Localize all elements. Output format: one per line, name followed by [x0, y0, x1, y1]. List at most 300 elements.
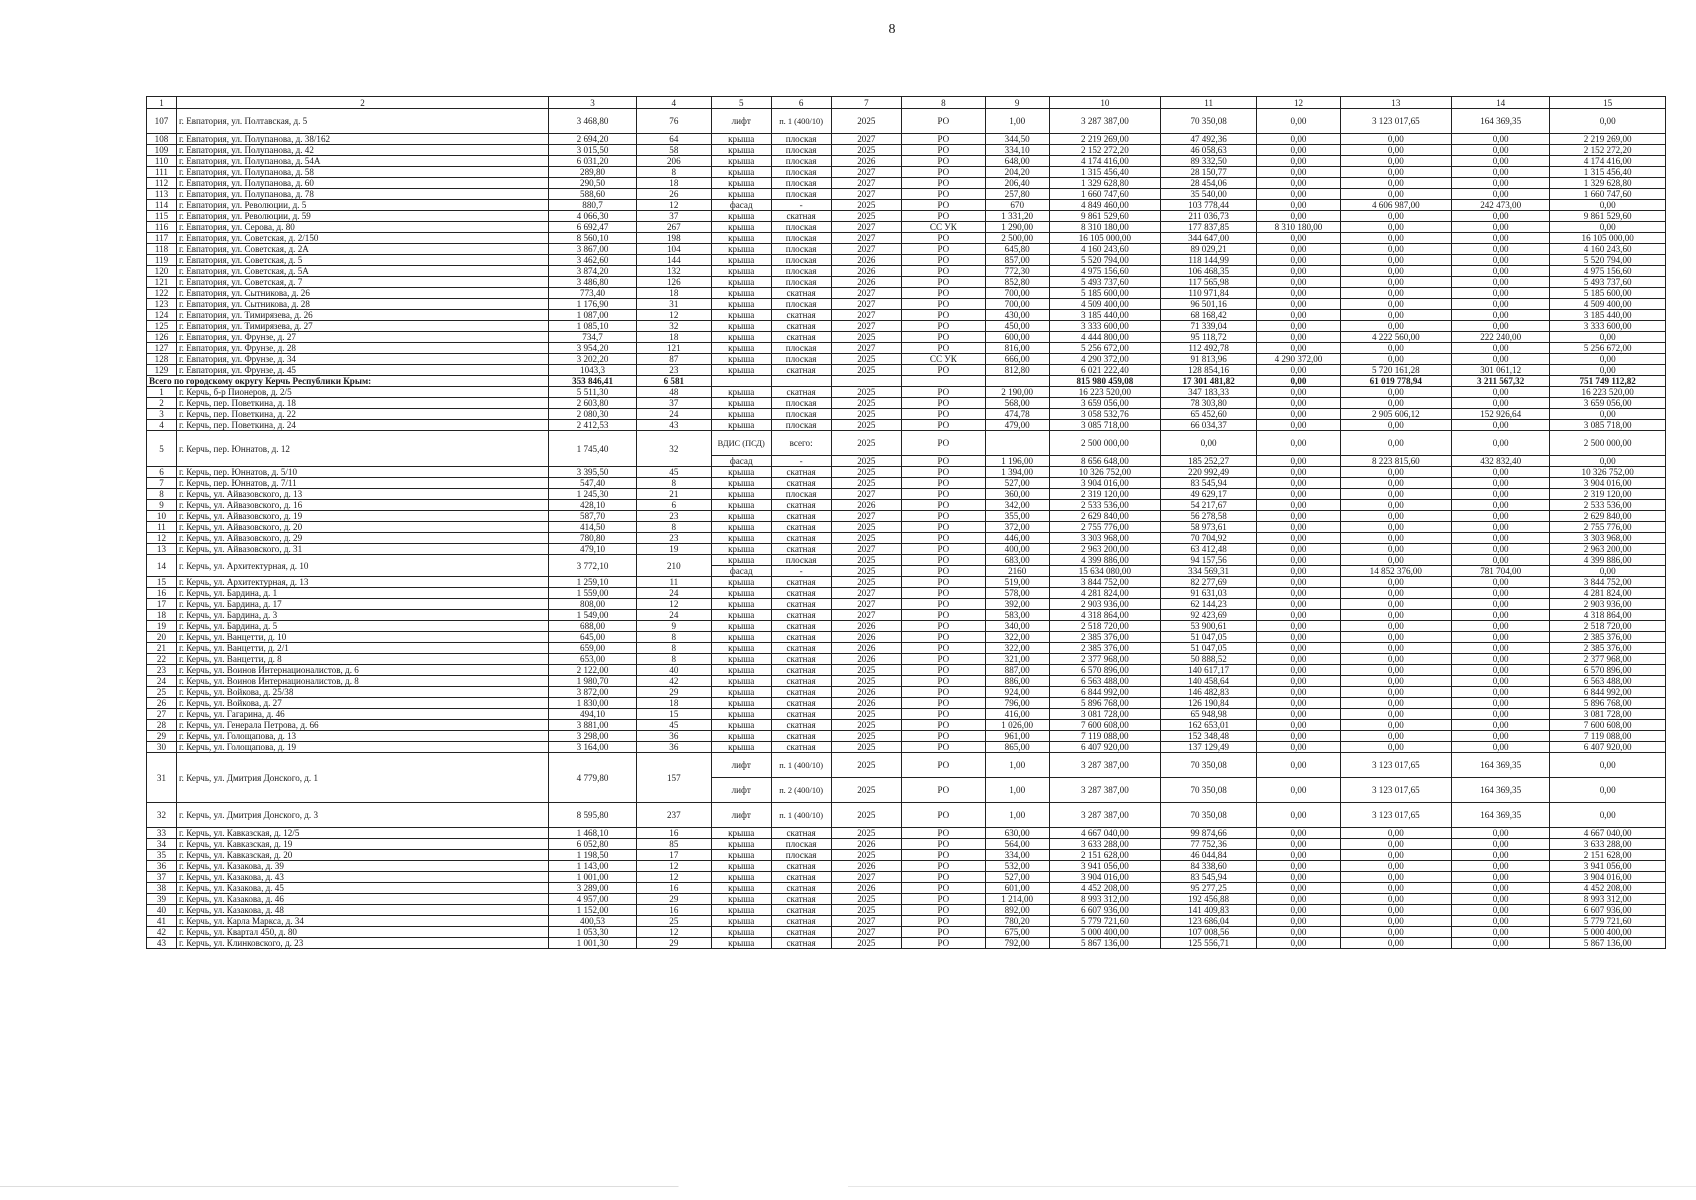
table-cell: скатная: [771, 533, 831, 544]
table-cell: 0,00: [1340, 839, 1451, 850]
table-cell: 0,00: [1451, 489, 1549, 500]
table-cell: плоская: [771, 189, 831, 200]
table-row: [147, 720, 1666, 731]
table-cell: -: [771, 200, 831, 211]
table-cell: РО: [902, 753, 985, 778]
table-cell: 0,00: [1257, 709, 1340, 720]
table-cell: 0,00: [1257, 178, 1340, 189]
table-row: [147, 233, 1666, 244]
table-cell: 815 980 459,08: [1049, 376, 1160, 387]
table-cell: 0,00: [1257, 654, 1340, 665]
table-cell: 670: [985, 200, 1049, 211]
table-row: [147, 266, 1666, 277]
table-cell: крыша: [711, 299, 771, 310]
table-cell: крыша: [711, 288, 771, 299]
table-cell: 121: [147, 277, 177, 288]
table-cell: 45: [636, 467, 711, 478]
table-cell: крыша: [711, 905, 771, 916]
table-cell: 82 277,69: [1161, 577, 1257, 588]
table-cell: крыша: [711, 266, 771, 277]
table-cell: 0,00: [1340, 420, 1451, 431]
table-cell: 0,00: [1257, 566, 1340, 577]
table-cell: г. Евпатория, ул. Сытникова, д. 26: [176, 288, 548, 299]
table-cell: плоская: [771, 420, 831, 431]
table-cell: 1 026,00: [985, 720, 1049, 731]
table-cell: 3 081 728,00: [1049, 709, 1160, 720]
table-cell: 3 287 387,00: [1049, 778, 1160, 803]
table-cell: 0,00: [1257, 778, 1340, 803]
table-cell: г. Евпатория, ул. Советская, д. 5А: [176, 266, 548, 277]
table-cell: 0,00: [1257, 255, 1340, 266]
table-cell: 2025: [831, 742, 902, 753]
table-cell: 0,00: [1550, 456, 1666, 467]
table-cell: 0,00: [1257, 167, 1340, 178]
table-cell: скатная: [771, 687, 831, 698]
table-cell: г. Керчь, ул. Бардина, д. 5: [176, 621, 548, 632]
table-cell: 70 350,08: [1161, 109, 1257, 134]
table-cell: 2027: [831, 233, 902, 244]
table-cell: крыша: [711, 277, 771, 288]
table-cell: 4 667 040,00: [1049, 828, 1160, 839]
table-cell: 630,00: [985, 828, 1049, 839]
table-cell: 4 975 156,60: [1049, 266, 1160, 277]
table-cell: 0,00: [1257, 277, 1340, 288]
table-cell: 4 975 156,60: [1550, 266, 1666, 277]
table-cell: 11: [147, 522, 177, 533]
table-cell: скатная: [771, 522, 831, 533]
table-cell: 0,00: [1257, 803, 1340, 828]
table-cell: 1 549,00: [549, 610, 637, 621]
table-cell: 87: [636, 354, 711, 365]
table-cell: 49 629,17: [1161, 489, 1257, 500]
table-cell: 0,00: [1340, 321, 1451, 332]
table-cell: 3: [147, 409, 177, 420]
table-row: [147, 500, 1666, 511]
table-cell: крыша: [711, 588, 771, 599]
table-cell: 9: [636, 621, 711, 632]
table-cell: РО: [902, 916, 985, 927]
table-cell: 2025: [831, 211, 902, 222]
table-cell: г. Керчь, ул. Гагарина, д. 46: [176, 709, 548, 720]
table-cell: 0,00: [1257, 544, 1340, 555]
table-cell: 96 501,16: [1161, 299, 1257, 310]
table-cell: крыша: [711, 577, 771, 588]
table-cell: 3 772,10: [549, 555, 637, 577]
table-cell: 816,00: [985, 343, 1049, 354]
table-cell: 5: [147, 431, 177, 467]
table-cell: крыша: [711, 610, 771, 621]
table-cell: 3 123 017,65: [1340, 778, 1451, 803]
table-cell: скатная: [771, 577, 831, 588]
table-cell: скатная: [771, 511, 831, 522]
table-cell: 47 492,36: [1161, 134, 1257, 145]
table-cell: 6 563 488,00: [1550, 676, 1666, 687]
table-cell: крыша: [711, 167, 771, 178]
table-cell: 6 563 488,00: [1049, 676, 1160, 687]
column-number-row: [147, 97, 1666, 109]
table-cell: 3 468,80: [549, 109, 637, 134]
table-cell: 0,00: [1550, 365, 1666, 376]
table-row: [147, 409, 1666, 420]
table-cell: 0,00: [1340, 894, 1451, 905]
table-cell: РО: [902, 731, 985, 742]
table-cell: 2025: [831, 731, 902, 742]
table-cell: 0,00: [1340, 277, 1451, 288]
table-cell: 301 061,12: [1451, 365, 1549, 376]
table-cell: крыша: [711, 145, 771, 156]
table-cell: 519,00: [985, 577, 1049, 588]
table-cell: 0,00: [1451, 850, 1549, 861]
table-cell: 2025: [831, 778, 902, 803]
table-cell: 1 053,30: [549, 927, 637, 938]
table-cell: 3 844 752,00: [1049, 577, 1160, 588]
table-cell: г. Керчь, ул. Айвазовского, д. 19: [176, 511, 548, 522]
table-cell: лифт: [711, 753, 771, 778]
table-cell: 675,00: [985, 927, 1049, 938]
table-cell: 11: [636, 577, 711, 588]
table-cell: г. Евпатория, ул. Советская, д. 7: [176, 277, 548, 288]
table-cell: г. Евпатория, ул. Революции, д. 59: [176, 211, 548, 222]
table-cell: 583,00: [985, 610, 1049, 621]
table-cell: 28: [147, 720, 177, 731]
table-cell: 16: [147, 588, 177, 599]
table-cell: 0,00: [1451, 420, 1549, 431]
table-cell: 322,00: [985, 643, 1049, 654]
table-cell: 0,00: [1257, 376, 1340, 387]
table-cell: крыша: [711, 894, 771, 905]
table-cell: 28 150,77: [1161, 167, 1257, 178]
table-cell: 0,00: [1257, 134, 1340, 145]
table-cell: РО: [902, 409, 985, 420]
table-cell: 8 993 312,00: [1049, 894, 1160, 905]
table-cell: крыша: [711, 742, 771, 753]
table-cell: 206,40: [985, 178, 1049, 189]
table-cell: 0,00: [1257, 643, 1340, 654]
table-cell: 12: [636, 861, 711, 872]
table-row: [147, 555, 1666, 566]
table-cell: крыша: [711, 310, 771, 321]
table-cell: г. Керчь, ул. Голощапова, д. 19: [176, 742, 548, 753]
table-cell: 91 631,03: [1161, 588, 1257, 599]
table-cell: РО: [902, 511, 985, 522]
table-cell: крыша: [711, 828, 771, 839]
table-cell: 6 031,20: [549, 156, 637, 167]
table-cell: 4 222 560,00: [1340, 332, 1451, 343]
table-cell: 0,00: [1550, 354, 1666, 365]
table-cell: всего:: [771, 431, 831, 456]
table-cell: 479,00: [985, 420, 1049, 431]
table-cell: 43: [147, 938, 177, 949]
table-cell: 5 493 737,60: [1049, 277, 1160, 288]
table-cell: крыша: [711, 522, 771, 533]
table-cell: крыша: [711, 720, 771, 731]
table-cell: 372,00: [985, 522, 1049, 533]
table-cell: 8: [636, 643, 711, 654]
table-row: [147, 420, 1666, 431]
table-cell: 2026: [831, 643, 902, 654]
table-cell: 0,00: [1451, 134, 1549, 145]
table-cell: 0,00: [1257, 266, 1340, 277]
table-cell: 6: [636, 500, 711, 511]
table-cell: 18: [636, 698, 711, 709]
table-cell: 4 957,00: [549, 894, 637, 905]
table-cell: 532,00: [985, 861, 1049, 872]
table-cell: плоская: [771, 244, 831, 255]
table-cell: 2025: [831, 566, 902, 577]
table-cell: 38: [147, 883, 177, 894]
table-cell: 3 904 016,00: [1049, 478, 1160, 489]
table-cell: 3 123 017,65: [1340, 109, 1451, 134]
table-cell: 109: [147, 145, 177, 156]
table-cell: РО: [902, 398, 985, 409]
table-cell: скатная: [771, 365, 831, 376]
table-cell: 3 659 056,00: [1550, 398, 1666, 409]
table-cell: 112 492,78: [1161, 343, 1257, 354]
table-cell: РО: [902, 211, 985, 222]
table-cell: 137 129,49: [1161, 742, 1257, 753]
table-row: [147, 134, 1666, 145]
table-cell: 24: [147, 676, 177, 687]
table-cell: 20: [147, 632, 177, 643]
table-cell: 222 240,00: [1451, 332, 1549, 343]
table-cell: ВДИС (ПСД): [711, 431, 771, 456]
table-cell: 1 176,90: [549, 299, 637, 310]
table-cell: 3 659 056,00: [1049, 398, 1160, 409]
table-cell: скатная: [771, 742, 831, 753]
table-cell: 6 844 992,00: [1550, 687, 1666, 698]
table-cell: 0,00: [1257, 409, 1340, 420]
table-cell: [771, 376, 831, 387]
table-cell: г. Керчь, ул. Клинковского, д. 23: [176, 938, 548, 949]
table-cell: 751 749 112,82: [1550, 376, 1666, 387]
table-cell: 0,00: [1257, 731, 1340, 742]
table-cell: 0,00: [1257, 698, 1340, 709]
table-cell: 2025: [831, 676, 902, 687]
table-cell: 2 152 272,20: [1550, 145, 1666, 156]
table-cell: 2027: [831, 310, 902, 321]
table-cell: 2 151 628,00: [1550, 850, 1666, 861]
table-cell: 8: [147, 489, 177, 500]
table-cell: 31: [147, 753, 177, 803]
table-cell: 0,00: [1257, 288, 1340, 299]
table-cell: 15: [636, 709, 711, 720]
table-cell: г. Керчь, ул. Генерала Петрова, д. 66: [176, 720, 548, 731]
table-cell: РО: [902, 255, 985, 266]
table-cell: РО: [902, 156, 985, 167]
table-cell: 924,00: [985, 687, 1049, 698]
table-cell: 2 385 376,00: [1049, 632, 1160, 643]
table-cell: 28 454,06: [1161, 178, 1257, 189]
table-cell: 21: [636, 489, 711, 500]
table-cell: РО: [902, 134, 985, 145]
table-cell: г. Керчь, ул. Архитектурная, д. 13: [176, 577, 548, 588]
table-cell: РО: [902, 456, 985, 467]
table-row: [147, 489, 1666, 500]
table-row: [147, 156, 1666, 167]
table-cell: 2025: [831, 431, 902, 456]
table-cell: 114: [147, 200, 177, 211]
table-cell: 0,00: [1340, 676, 1451, 687]
table-cell: 14 852 376,00: [1340, 566, 1451, 577]
table-cell: РО: [902, 500, 985, 511]
table-cell: 780,80: [549, 533, 637, 544]
table-cell: 1 152,00: [549, 905, 637, 916]
table-cell: скатная: [771, 588, 831, 599]
table-cell: 1 001,00: [549, 872, 637, 883]
table-cell: 1 214,00: [985, 894, 1049, 905]
table-cell: 2027: [831, 511, 902, 522]
table-cell: 0,00: [1257, 753, 1340, 778]
table-cell: 2025: [831, 145, 902, 156]
table-cell: 6 581: [636, 376, 711, 387]
table-cell: РО: [902, 850, 985, 861]
table-cell: 773,40: [549, 288, 637, 299]
table-cell: 0,00: [1257, 938, 1340, 949]
table-cell: 474,78: [985, 409, 1049, 420]
table-cell: 0,00: [1257, 577, 1340, 588]
column-number: 10: [1049, 97, 1160, 109]
table-cell: 0,00: [1340, 828, 1451, 839]
table-cell: 220 992,49: [1161, 467, 1257, 478]
table-cell: 83 545,94: [1161, 872, 1257, 883]
table-cell: 3 211 567,32: [1451, 376, 1549, 387]
table-cell: 37: [147, 872, 177, 883]
table-cell: 2025: [831, 555, 902, 566]
table-cell: 0,00: [1340, 134, 1451, 145]
table-cell: 0,00: [1340, 178, 1451, 189]
table-cell: 29: [636, 894, 711, 905]
table-cell: 416,00: [985, 709, 1049, 720]
table-cell: плоская: [771, 839, 831, 850]
table-cell: 4 160 243,60: [1550, 244, 1666, 255]
table-cell: 8: [636, 632, 711, 643]
table-cell: 0,00: [1451, 654, 1549, 665]
column-number: 6: [771, 97, 831, 109]
table-cell: 15: [147, 577, 177, 588]
table-cell: 0,00: [1451, 643, 1549, 654]
table-cell: 0,00: [1340, 299, 1451, 310]
table-cell: 355,00: [985, 511, 1049, 522]
table-cell: 0,00: [1451, 522, 1549, 533]
table-cell: 0,00: [1451, 299, 1549, 310]
table-cell: 2027: [831, 288, 902, 299]
table-cell: 2027: [831, 610, 902, 621]
table-cell: 37: [636, 211, 711, 222]
table-cell: 2026: [831, 839, 902, 850]
table-cell: 700,00: [985, 288, 1049, 299]
table-cell: 8 310 180,00: [1049, 222, 1160, 233]
table-cell: 2025: [831, 354, 902, 365]
table-cell: 128: [147, 354, 177, 365]
table-row: [147, 577, 1666, 588]
column-number: 2: [176, 97, 548, 109]
table-cell: скатная: [771, 621, 831, 632]
table-cell: 1,00: [985, 778, 1049, 803]
table-cell: 0,00: [1257, 511, 1340, 522]
table-cell: 2025: [831, 577, 902, 588]
table-cell: 42: [147, 927, 177, 938]
table-cell: г. Керчь, ул. Дмитрия Донского, д. 3: [176, 803, 548, 828]
table-cell: 792,00: [985, 938, 1049, 949]
page-number: 8: [888, 22, 896, 37]
table-cell: 3 287 387,00: [1049, 109, 1160, 134]
table-cell: крыша: [711, 178, 771, 189]
table-cell: 0,00: [1451, 577, 1549, 588]
table-cell: 0,00: [1451, 178, 1549, 189]
table-cell: скатная: [771, 916, 831, 927]
table-cell: 479,10: [549, 544, 637, 555]
table-cell: 0,00: [1257, 156, 1340, 167]
table-cell: 15 634 080,00: [1049, 566, 1160, 577]
table-cell: 600,00: [985, 332, 1049, 343]
table-cell: скатная: [771, 938, 831, 949]
table-cell: 0,00: [1451, 610, 1549, 621]
table-cell: скатная: [771, 894, 831, 905]
table-row: [147, 927, 1666, 938]
table-cell: 111: [147, 167, 177, 178]
table-cell: 17 301 481,82: [1161, 376, 1257, 387]
table-cell: 3 058 532,76: [1049, 409, 1160, 420]
table-cell: г. Керчь, ул. Айвазовского, д. 31: [176, 544, 548, 555]
table-cell: 122: [147, 288, 177, 299]
table-cell: 0,00: [1451, 828, 1549, 839]
table-cell: 29: [147, 731, 177, 742]
table-cell: 125: [147, 321, 177, 332]
table-cell: 0,00: [1451, 467, 1549, 478]
table-row: [147, 145, 1666, 156]
table-cell: 31: [636, 299, 711, 310]
table-cell: 0,00: [1257, 828, 1340, 839]
table-cell: 3 941 056,00: [1049, 861, 1160, 872]
table-cell: 4 399 886,00: [1550, 555, 1666, 566]
table-cell: 1,00: [985, 753, 1049, 778]
table-cell: 1 980,70: [549, 676, 637, 687]
table-cell: крыша: [711, 850, 771, 861]
table-cell: 3 881,00: [549, 720, 637, 731]
table-cell: 128 854,16: [1161, 365, 1257, 376]
table-cell: 2027: [831, 544, 902, 555]
table-cell: 0,00: [1257, 244, 1340, 255]
table-cell: 4 318 864,00: [1049, 610, 1160, 621]
table-cell: 8: [636, 167, 711, 178]
table-cell: крыша: [711, 643, 771, 654]
table-cell: крыша: [711, 211, 771, 222]
table-cell: фасад: [711, 456, 771, 467]
table-cell: крыша: [711, 654, 771, 665]
table-cell: 2 963 200,00: [1550, 544, 1666, 555]
column-number: 9: [985, 97, 1049, 109]
table-cell: 2 533 536,00: [1550, 500, 1666, 511]
table-cell: 0,00: [1257, 420, 1340, 431]
table-cell: 26: [147, 698, 177, 709]
table-cell: 16: [636, 828, 711, 839]
table-cell: крыша: [711, 467, 771, 478]
table-cell: 2026: [831, 500, 902, 511]
table-cell: г. Керчь, ул. Войкова, д. 25/38: [176, 687, 548, 698]
table-cell: крыша: [711, 478, 771, 489]
table-cell: РО: [902, 803, 985, 828]
table-cell: крыша: [711, 555, 771, 566]
table-cell: 0,00: [1257, 687, 1340, 698]
table-cell: 3 081 728,00: [1550, 709, 1666, 720]
table-cell: РО: [902, 544, 985, 555]
table-cell: 0,00: [1340, 665, 1451, 676]
table-cell: 808,00: [549, 599, 637, 610]
table-cell: г. Керчь, ул. Квартал 450, д. 80: [176, 927, 548, 938]
table-cell: 164 369,35: [1451, 753, 1549, 778]
table-cell: 0,00: [1451, 731, 1549, 742]
table-cell: 157: [636, 753, 711, 803]
